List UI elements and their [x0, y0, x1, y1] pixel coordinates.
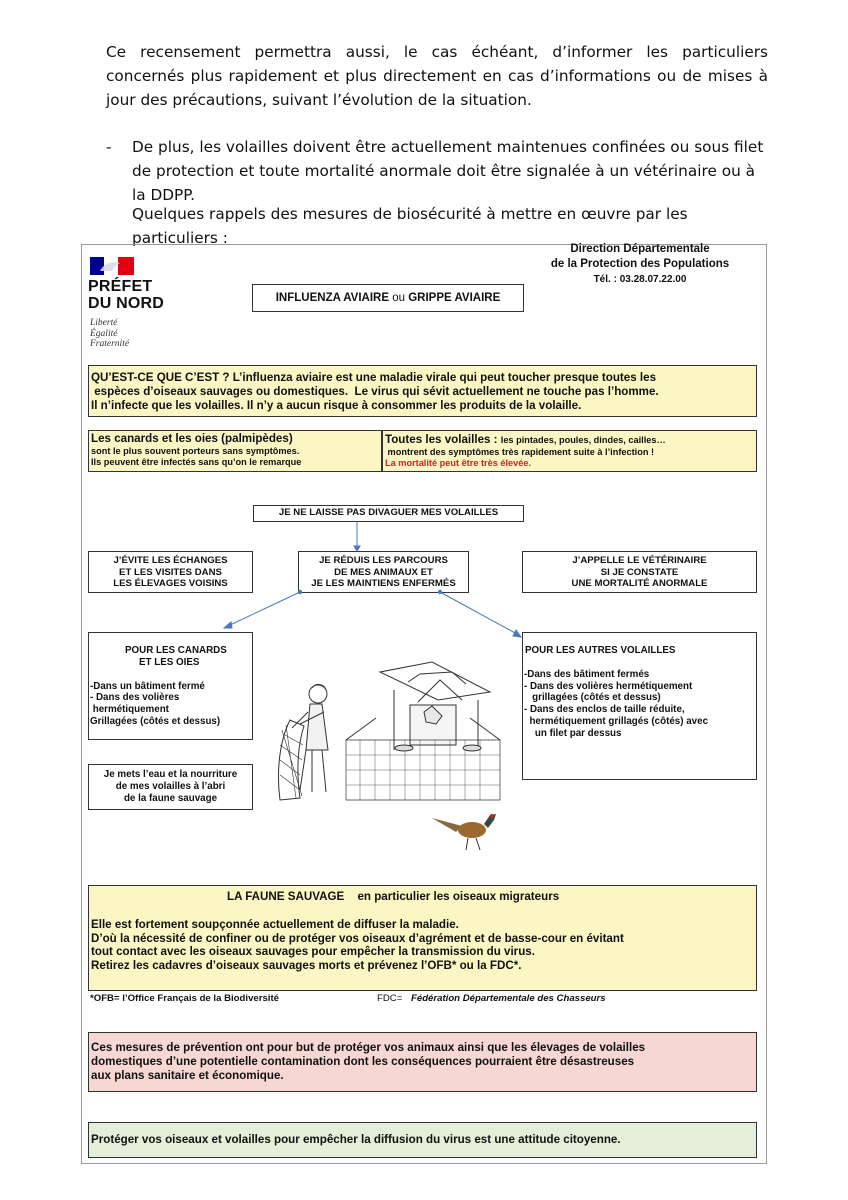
pheasant-icon: [432, 814, 496, 850]
what-line-2: espèces d’oiseaux sauvages ou domestiques. Le virus qui sévit actuellement ne touche pas l’homme.: [91, 385, 659, 398]
motto-liberte: Liberté: [90, 318, 118, 328]
citizen-box: Protéger vos oiseaux et volailles pour empêcher la diffusion du virus est une attitude citoyenne.: [88, 1122, 757, 1158]
canards-item-4: Grillagées (côtés et dessus): [90, 715, 221, 727]
flow-right-line-1: J’APPELLE LE VÉTÉRINAIRE: [572, 555, 707, 566]
flow-left-line-1: J’ÉVITE LES ÉCHANGES: [113, 555, 228, 566]
bullet-dash: -: [106, 138, 112, 156]
arrow-mid-to-right: [440, 592, 517, 634]
ddpp-line-2: de la Protection des Populations: [550, 258, 730, 270]
flow-mid-line-3: JE LES MAINTIENS ENFERMÉS: [311, 578, 456, 589]
footnote-ofb-key: *OFB: [90, 993, 114, 1004]
canards-title-2: ET LES OIES: [139, 656, 200, 668]
faune-line-4: Retirez les cadavres d’oiseaux sauvages morts et prévenez l’OFB* ou la FDC*.: [91, 959, 522, 973]
what-line-3: Il n’infecte que les volailles. Il n’y a aucun risque à consommer les produits de la volaille.: [91, 399, 582, 412]
prefet-line-1: PRÉFET: [88, 278, 153, 295]
poultry-line-2: La mortalité peut être très élevée.: [385, 458, 532, 468]
what-line-1: QU’EST-CE QUE C’EST ? L’influenza aviaire est une maladie virale qui peut toucher presque toutes les: [91, 371, 657, 384]
autres-title: POUR LES AUTRES VOLAILLES: [525, 645, 676, 656]
flow-top-box: JE NE LAISSE PAS DIVAGUER MES VOLAILLES: [253, 505, 524, 522]
arrow-node-right: [438, 590, 442, 594]
flow-mid-line-1: JE RÉDUIS LES PARCOURS: [319, 555, 448, 566]
poultry-house-icon: [346, 662, 500, 800]
autres-item-4: - Dans des enclos de taille réduite,: [524, 704, 685, 716]
title-grippe: GRIPPE AVIAIRE: [408, 292, 501, 304]
flow-mid-line-2: DE MES ANIMAUX ET: [334, 566, 433, 578]
title-or: ou: [392, 292, 406, 304]
ducks-title: Les canards et les oies (palmipèdes): [91, 432, 293, 445]
footnote-ofb-value: = l’Office Français de la Biodiversité: [113, 993, 280, 1004]
canards-item-3: hermétiquement: [90, 704, 169, 716]
flow-left-line-3: LES ÉLEVAGES VOISINS: [113, 578, 228, 589]
intro-paragraph-3: Quelques rappels des mesures de biosécurité à mettre en œuvre par les particuliers :: [132, 205, 688, 247]
prevention-box: [88, 1032, 757, 1092]
prefet-line-2: DU NORD: [88, 295, 165, 312]
ddpp-phone: Tél. : 03.28.07.22.00: [593, 274, 687, 285]
autres-item-2: - Dans des volières hermétiquement: [524, 680, 693, 692]
faune-title-line: [227, 890, 754, 904]
motto-fraternite: Fraternité: [90, 339, 130, 349]
autres-item-1: -Dans des bâtiment fermés: [524, 668, 650, 680]
canards-item-1: -Dans un bâtiment fermé: [90, 680, 205, 692]
faune-subtitle: en particulier les oiseaux migrateurs: [357, 890, 560, 903]
ducks-line-2: Ils peuvent être infectés sans qu’on le remarque: [91, 457, 302, 467]
prevention-line-1: Ces mesures de prévention ont pour but de protéger vos animaux ainsi que les élevages de volailles: [91, 1041, 646, 1054]
footnote-ofb: [90, 993, 279, 1005]
poultry-title-rest: les pintades, poules, dindes, cailles…: [500, 435, 666, 445]
motto-egalite: Égalité: [90, 328, 118, 339]
prevention-line-3: aux plans sanitaire et économique.: [91, 1069, 284, 1083]
canards-item-2: - Dans des volières: [90, 692, 180, 704]
poultry-line-1: montrent des symptômes très rapidement suite à l’infection !: [385, 447, 655, 457]
ducks-line-1: sont le plus souvent porteurs sans symptômes.: [91, 446, 300, 456]
water-line-2: de mes volailles à l’abri: [115, 780, 226, 792]
arrow-head-mid: [354, 546, 360, 551]
flow-right-line-3: UNE MORTALITÉ ANORMALE: [571, 578, 708, 589]
autres-item-6: un filet par dessus: [524, 727, 622, 739]
faune-line-1: Elle est fortement soupçonnée actuellement de diffuser la maladie.: [91, 917, 459, 931]
faune-title: LA FAUNE SAUVAGE: [227, 890, 345, 903]
water-line-1: Je mets l’eau et la nourriture: [103, 769, 238, 780]
arrow-node-left: [298, 590, 302, 594]
footnote-fdc-value: Fédération Départementale des Chasseurs: [411, 993, 606, 1004]
flow-left-line-2: ET LES VISITES DANS: [119, 566, 222, 578]
intro-paragraph-1: Ce recensement permettra aussi, le cas échéant, d’informer les particuliers concernés plus rapidement et plus directement en cas d’informations ou de mises à jour des précautions, suivant l’évolution de la situation.: [106, 43, 768, 109]
prevention-line-2: domestiques d’une potentielle contamination dont les conséquences pourraient être désastreuses: [91, 1055, 635, 1069]
autres-item-5: hermétiquement grillagés (côtés) avec: [524, 715, 709, 727]
poultry-title: Toutes les volailles :: [385, 433, 501, 446]
faune-sauvage-box: [88, 885, 757, 991]
faune-line-2: D’où la nécessité de confiner ou de protéger vos oiseaux d’agrément et de basse-cour en évitant: [91, 931, 624, 945]
intro-paragraph-2-text: De plus, les volailles doivent être actuellement maintenues confinées ou sous filet de protection et toute mortalité anormale doit être signalée à un vétérinaire ou à la DDPP.: [132, 138, 764, 204]
flow-right-line-2: SI JE CONSTATE: [600, 566, 679, 578]
autres-item-3: grillagées (côtés et dessus): [524, 692, 661, 704]
canards-title-1: POUR LES CANARDS: [125, 645, 227, 656]
person-with-net-icon: [278, 684, 328, 800]
ddpp-line-1: Direction Départementale: [570, 243, 710, 255]
arrow-head-right: [513, 630, 521, 637]
flow-arrows: [224, 521, 521, 637]
footnote-fdc-key: FDC=: [377, 993, 403, 1004]
water-line-3: de la faune sauvage: [123, 792, 218, 804]
footnote-fdc: [377, 993, 606, 1005]
arrow-head-left: [224, 622, 232, 628]
arrow-mid-to-left: [228, 592, 300, 626]
title-influenza: INFLUENZA AVIAIRE: [275, 292, 390, 304]
faune-line-3: tout contact avec les oiseaux sauvages pour empêcher la transmission du virus.: [91, 945, 535, 959]
